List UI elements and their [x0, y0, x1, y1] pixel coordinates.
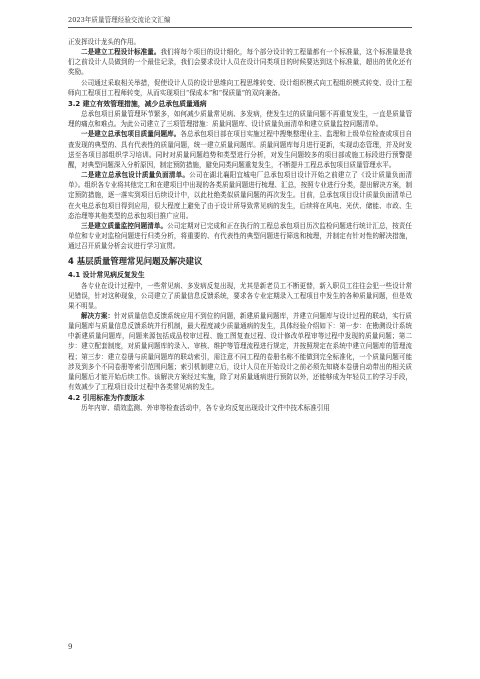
paragraph: 正发挥设计龙头的作用。 [68, 38, 141, 46]
paragraph [68, 47, 412, 77]
paragraph: 总承包项目质量管理环节繁多，如何减少质量常见病、多发病，使发生过的质量问题不再重复发生，一直是质量管理的痛点和难点。为此公司建立了三项管理措施：质量问题库、设计质量负面清单和建立质量监控问题清单。 [68, 110, 412, 129]
running-header: 2023年质量管理经验交流论文汇编 [68, 14, 412, 28]
paragraph [68, 129, 412, 170]
paragraph: 历年内审、绩效监测、外审等检查活动中，各专业均反复出现设计文件中技术标准引用 [81, 404, 330, 413]
section-heading-4: 4 基层质量管理常见问题及解决建议 [68, 256, 203, 267]
page-body [68, 37, 412, 414]
paragraph [68, 311, 412, 392]
paragraph [68, 221, 412, 251]
paragraph-lead: 一是建立总承包项目质量问题库。 [81, 130, 181, 139]
paragraph-text: 公司在湖北襄阳宜城电厂总承包项目设计开始之前建立了《设计质量负面清单》。组织各专业将其他完工和在建项目中出现的各类质量问题进行梳理、汇总，按照专业进行分类，提出解决方案，制定预防措施，逐一落实到项目后续设计中，以此杜绝类似质量问题的再次发生。目前，总承包项目设计质量负面清单已在火电总承包项目得到应用，很大程度上避免了由于设计所导致常见病的发生，后续将在风电、光伏、储能、市政、生态治理等其他类型的总承包项目推广应用。 [68, 171, 412, 220]
page-number: 9 [68, 643, 73, 651]
paragraph: 公司通过采取相关举措，促使设计人员的设计思维向工程思维转变、设计组织模式向工程组织模式转变、设计工程师向工程项目工程师转变，从而实现项目“保成本”和“保质量”的双向兼备。 [68, 78, 412, 97]
section-heading-4-1: 4.1 设计常见病反复发生 [68, 271, 145, 280]
paragraph-lead: 解决方案： [81, 312, 115, 320]
paragraph-lead: 二是建立总承包设计质量负面清单。 [81, 171, 190, 180]
section-heading-4-2: 4.2 引用标准为作废版本 [68, 394, 145, 403]
paragraph-text: 公司定期对已完成和正在执行的工程总承包项目历次监检问题进行统计汇总，按责任单位和专业对监检问题进行归类分析，将重要的、有代表性的典型问题进行筛选和梳理，并制定有针对性的解决措施，通过召开质量分析会议进行学习宣贯。 [68, 221, 412, 251]
paragraph-lead: 二是建立工程设计标准量。 [81, 48, 161, 57]
paragraph-text: 我们将每个项目的设计细化，每个部分设计的工程量都有一个标准量，这个标准量是我们之前设计人员做到的一个最佳记录，我们会要求设计人员在设计同类项目的时候要达到这个标准量，超出的优化还有奖励。 [68, 48, 412, 77]
paragraph-text: 各总承包项目部在项目实施过程中搜集整理业主、监理和上级单位检查或项目自查发现的典型的、具有代表性的质量问题，统一建立质量问题库。质量问题库每月进行更新，实现动态管理，并及时发送至各项目部组织学习培训。同时对质量问题趋势和类型进行分析，对发生问题较多的项目部或施工标段进行预警提醒，对典型问题深入分析原因，制定预防措施，避免同类问题重复发生，不断提升工程总承包项目质量管理水平。 [68, 130, 412, 169]
section-heading-3-2: 3.2 建立有效管理措施，减少总承包质量通病 [68, 99, 207, 108]
paragraph-text: 针对质量信息反馈系统应用不到位的问题，新建质量问题库，并建立问题库与设计过程的联动，实行质量问题库与质量信息反馈系统并行机制，最大程度减少质量通病的发生，具体经验介绍如下：第一步：在勘测设计系统中新建质量问题库，问题来源包括成品校审过程、施工图复查过程、设计修改单程审等过程中发现的质量问题；第二步：建立配套制度，对质量问题库的录入、审核、维护等管理流程进行规定，并按照规定在系统中建立问题库的管理流程；第三步：建立卷册与质量问题库的联动索引，需注意不同工程的卷册名称不能做到完全标准化，一个质量问题可能涉及到多个不同卷册等索引范围问题；索引机制建立后，设计人员在开始设计之前必须先知晓本卷册自动带出的相关质量问题后才能开始后续工作。该解决方案经过实施，除了对质量通病进行预防以外，还能够成为年轻员工的学习手段，有效减少了工程项目设计过程中各类常见病的发生。 [68, 312, 412, 392]
paragraph-lead: 三是建立质量监控问题清单。 [81, 221, 168, 230]
paragraph: 各专业在设计过程中，一些常见病、多发病反复出现，尤其是新老员工不断更替，新入职员工往往会犯一些设计常见错误，针对这种现象，公司建立了质量信息反馈系统，要求各专业定期录入工程项目中发生的各种质量问题，但是效果不明显。 [68, 281, 412, 310]
paragraph [68, 170, 412, 221]
